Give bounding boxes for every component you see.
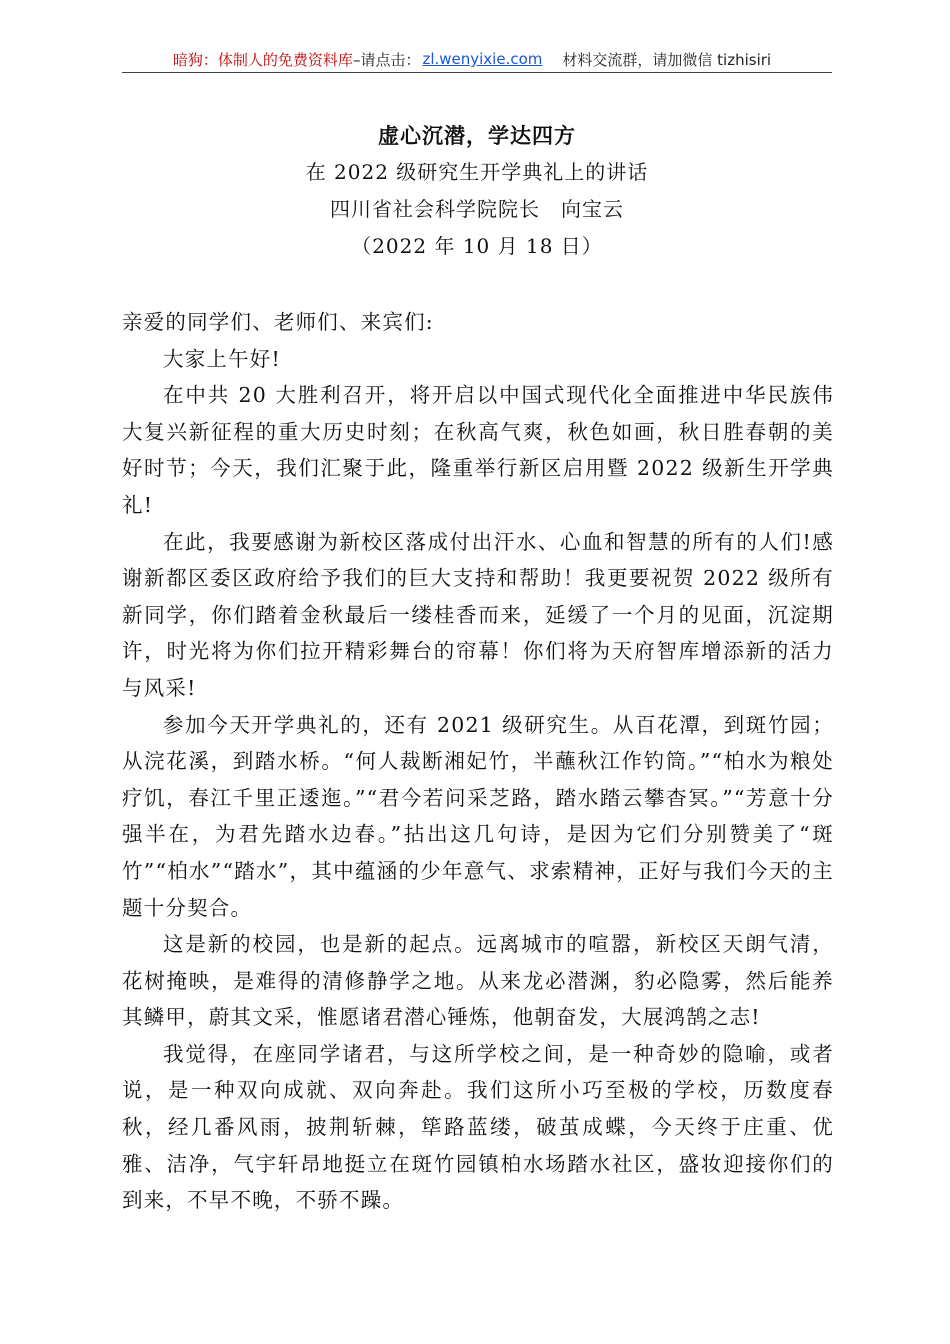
document-title: 虚心沉潜，学达四方: [378, 123, 576, 148]
title-block: [122, 118, 832, 265]
paragraph-occasion: 在中共 20 大胜利召开，将开启以中国式现代化全面推进中华民族伟大复兴新征程的重大历史时刻；在秋高气爽，秋色如画，秋日胜春朝的美好时节；今天，我们汇聚于此，隆重举行新区启用暨 2022 级新生开学典礼!: [122, 383, 834, 517]
document-author: 四川省社会科学院院长 向宝云: [330, 197, 624, 221]
document-subtitle: 在 2022 级研究生开学典礼上的讲话: [305, 160, 649, 184]
speech-body: [122, 304, 834, 1219]
salutation: 亲爱的同学们、老师们、来宾们:: [122, 310, 434, 334]
header-contact-text: 材料交流群，请加微信 tizhisiri: [562, 50, 772, 69]
header-click-prompt: –请点击：: [352, 50, 421, 69]
paragraph-new-campus: 这是新的校园，也是新的起点。远离城市的喧嚣，新校区天朗气清，花树掩映，是难得的清修静学之地。从来龙必潜渊，豹必隐雾，然后能养其鳞甲，蔚其文采，惟愿诸君潜心锤炼，他朝奋发，大展鸿鹄之志!: [122, 932, 834, 1030]
paragraph-thanks: 在此，我要感谢为新校区落成付出汗水、心血和智慧的所有的人们!感谢新都区委区政府给予我们的巨大支持和帮助！我更要祝贺 2022 级所有新同学，你们踏着金秋最后一缕桂香而来，延缓了一个月的见面，沉淀期许，时光将为你们拉开精彩舞台的帘幕！你们将为天府智库增添新的活力与风采!: [122, 529, 834, 700]
paragraph-greeting: 大家上午好!: [163, 346, 281, 371]
paragraph-mutual-achievement: 我觉得，在座同学诸君，与这所学校之间，是一种奇妙的隐喻，或者说，是一种双向成就、双向奔赴。我们这所小巧至极的学校，历数度春秋，经几番风雨，披荆斩棘，筚路蓝缕，破茧成蝶，今天终于庄重、优雅、洁净，气宇轩昂地挺立在斑竹园镇柏水场踏水社区，盛妆迎接你们的到来，不早不晚，不骄不躁。: [122, 1041, 834, 1213]
paragraph-poems: 参加今天开学典礼的，还有 2021 级研究生。从百花潭，到斑竹园；从浣花溪，到踏水桥。“何人裁断湘妃竹，半蘸秋江作钓筒。”“柏水为粮处疗饥，春江千里正逶迤。”“君今若问采芝路，踏水踏云攀杳冥。”“芳意十分强半在，为君先踏水边春。”拈出这几句诗，是因为它们分别赞美了“斑竹”“柏水”“踏水”，其中蕴涵的少年意气、求索精神，正好与我们今天的主题十分契合。: [122, 712, 834, 920]
header-promo-text: 暗狗：体制人的免费资料库: [172, 50, 353, 69]
header-divider: [122, 72, 832, 73]
document-date: （2022 年 10 月 18 日）: [351, 234, 603, 258]
page-header: [122, 46, 822, 72]
header-link[interactable]: zl.wenyixie.com: [422, 50, 543, 68]
